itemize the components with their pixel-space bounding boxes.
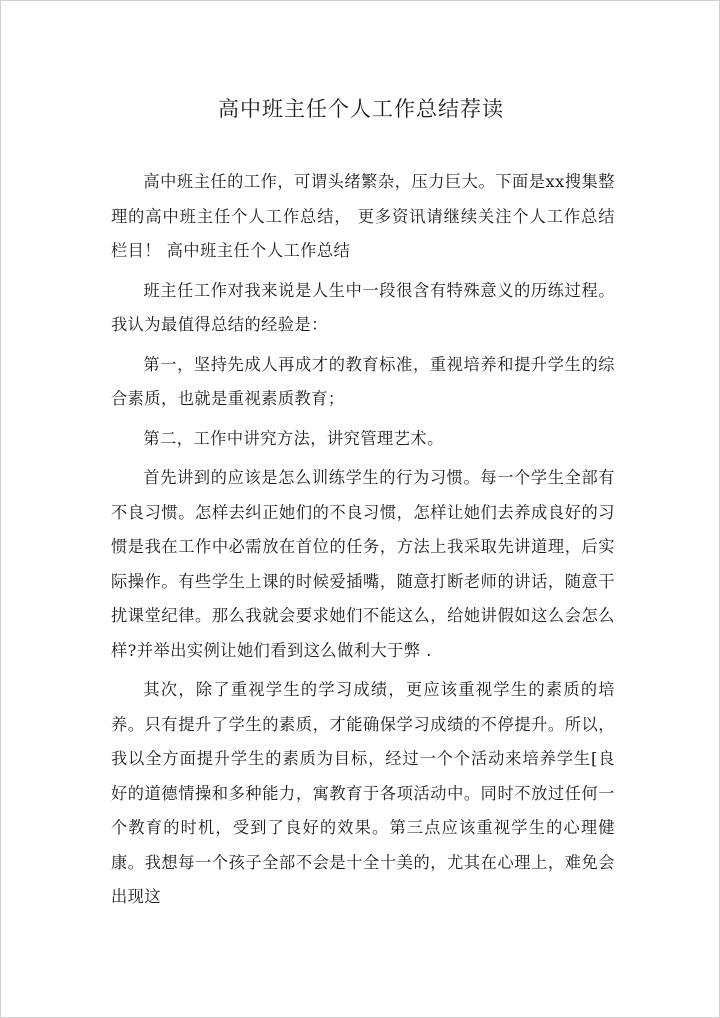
paragraph-quality-training: 其次，除了重视学生的学习成绩，更应该重视学生的素质的培养。只有提升了学生的素质，才能确保学习成绩的不停提升。所以，我以全方面提升学生的素质为目标，经过一个个活动来培养学生[良好的道德情操和多种能力，寓教育于各项活动中。同时不放过任何一个教育的时机，受到了良好的效果。第三点应该重视学生的心理健康。我想每一个孩子全部不会是十全十美的，尤其在心理上，难免会出现这	[111, 680, 615, 906]
document-title: 高中班主任个人工作总结荐读	[218, 97, 504, 121]
paragraph-second-point: 第二，工作中讲究方法，讲究管理艺术。	[143, 428, 444, 448]
paragraph-first-point: 第一，坚持先成人再成才的教育标准，重视培养和提升学生的综合素质，也就是重视素质教育；	[111, 354, 615, 408]
paragraph-behavior-habits: 首先讲到的应该是怎么训练学生的行为习惯。每一个学生全部有不良习惯。怎样去纠正她们的不良习惯，怎样让她们去养成良好的习惯是我在工作中必需放在首位的任务，方法上我采取先讲道理，后实际操作。有些学生上课的时候爱插嘴，随意打断老师的讲话，随意干扰课堂纪律。那么我就会要求她们不能这么，给她讲假如这么会怎么样?并举出实例让她们看到这么做利大于弊 .	[111, 468, 615, 660]
document-body	[111, 165, 615, 920]
paragraph-intro: 高中班主任的工作，可谓头绪繁杂，压力巨大。下面是xx搜集整理的高中班主任个人工作总结， 更多资讯请继续关注个人工作总结栏目！ 高中班主任个人工作总结	[111, 172, 615, 260]
paragraph-experience: 班主任工作对我来说是人生中一段很含有特殊意义的历练过程。我认为最值得总结的经验是：	[111, 280, 615, 334]
